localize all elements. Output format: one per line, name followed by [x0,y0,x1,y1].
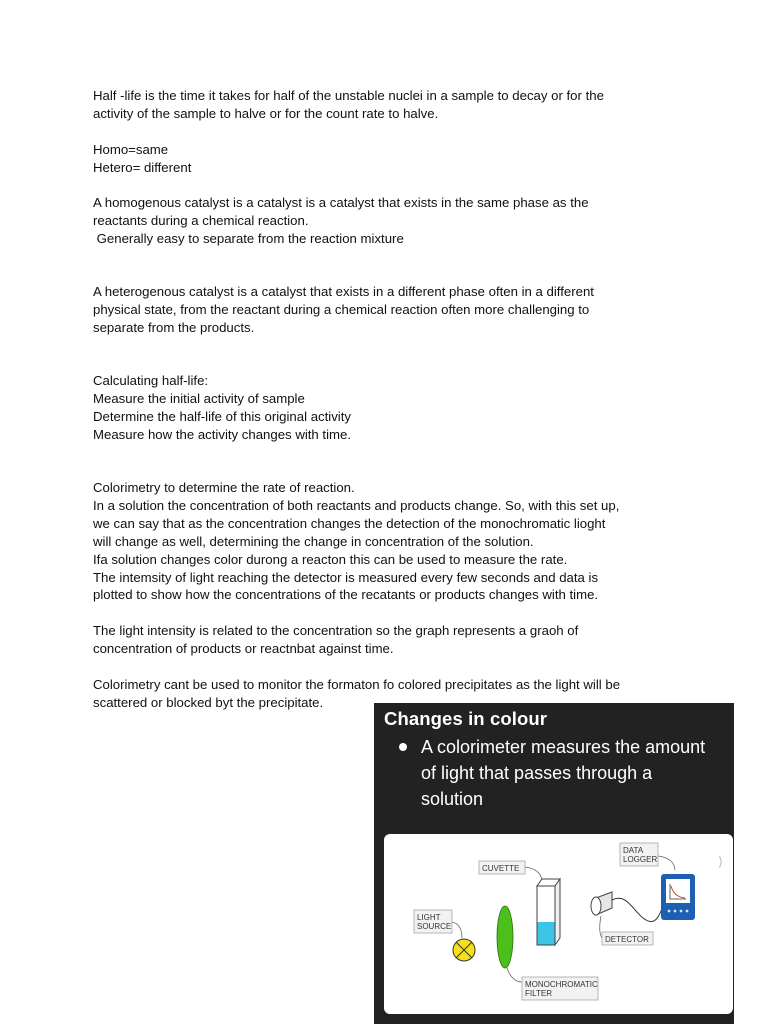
text-line: A colorimeter measures the amount [421,737,706,757]
text-line: Generally easy to separate from the reaction mixture [93,230,404,246]
data-logger-label [620,843,658,866]
cuvette-pointer [525,867,542,880]
label-text: LIGHT [417,913,441,922]
text-line: Hetero= different [93,159,192,175]
text-line: reactants during a chemical reaction. [93,212,309,228]
cuvette-icon [537,879,560,945]
text-line: Determine the half-life of this original activity [93,408,351,424]
bullet-dot-icon [399,743,407,751]
text-line: Ifa solution changes color durong a reacton this can be used to measure the rate. [93,551,568,567]
colorimeter-diagram [384,834,733,1014]
text-line: of light that passes through a [421,763,653,783]
slide-bullet-text [421,734,733,812]
text-line: Measure the initial activity of sample [93,390,305,406]
data-logger-pointer [658,856,675,870]
cuvette-label [479,861,525,874]
label-text: SOURCE [417,922,452,931]
text-line: Half -life is the time it takes for half of the unstable nuclei in a sample to decay or for the [93,88,604,103]
paragraph-colorimetry [93,479,683,604]
text-line: The intemsity of light reaching the detector is measured every few seconds and data is [93,569,599,585]
monochromatic-filter-shape [497,906,513,968]
text-line: A homogenous catalyst is a catalyst is a catalyst that exists in the same phase as the [93,195,589,210]
label-text: DATA [623,846,644,855]
detector-label [602,932,653,945]
light-source-label [414,910,452,933]
paragraph-half-life [93,87,683,123]
label-text: LOGGER [623,855,658,864]
text-line: Colorimetry cant be used to monitor the formaton fo colored precipitates as the light will be [93,677,621,692]
text-line: plotted to show how the concentrations of the recatants or products changes with time. [93,587,599,603]
connection-cable [612,898,664,921]
filter-pointer [507,968,522,982]
text-line: physical state, from the reactant during a chemical reaction often more challenging to [93,301,590,317]
text-line: will change as well, determining the change in concentration of the solution. [93,533,534,549]
text-line: solution [421,789,484,809]
text-line: concentration of products or reactnbat against time. [93,640,394,656]
data-logger-icon [661,874,695,920]
label-text: MONOCHROMATIC [525,980,598,989]
text-line: separate from the products. [93,319,255,335]
label-text: DETECTOR [605,935,649,944]
paragraph-homo-hetero [93,141,683,177]
label-text: FILTER [525,989,552,998]
embedded-slide-image [374,703,734,1024]
text-line: The light intensity is related to the concentration so the graph represents a graoh of [93,623,579,638]
lamp-icon [453,939,475,961]
text-line: Calculating half-life: [93,373,209,388]
text-line: we can say that as the concentration changes the detection of the monochromatic lioght [93,515,606,531]
paragraph-light-intensity [93,622,683,658]
paragraph-heterogenous-catalyst [93,283,683,337]
text-line: Measure how the activity changes with time. [93,426,352,442]
chevron-right-icon[interactable]: ⟩ [718,854,724,869]
label-text: CUVETTE [482,864,520,873]
text-line: Homo=same [93,142,169,157]
text-line: In a solution the concentration of both reactants and products change. So, with this set up, [93,497,620,513]
light-source-pointer [452,922,462,938]
paragraph-homogenous-catalyst [93,194,683,248]
text-line: A heterogenous catalyst is a catalyst that exists in a different phase often in a different [93,284,594,299]
detector-icon [591,892,612,915]
slide-title: Changes in colour [384,708,548,729]
text-line: scattered or blocked byt the precipitate. [93,694,324,710]
paragraph-calculating-half-life [93,372,683,444]
text-line: Colorimetry to determine the rate of reaction. [93,480,355,495]
monochromatic-filter-label [522,977,598,1000]
text-line: activity of the sample to halve or for the count rate to halve. [93,105,439,121]
